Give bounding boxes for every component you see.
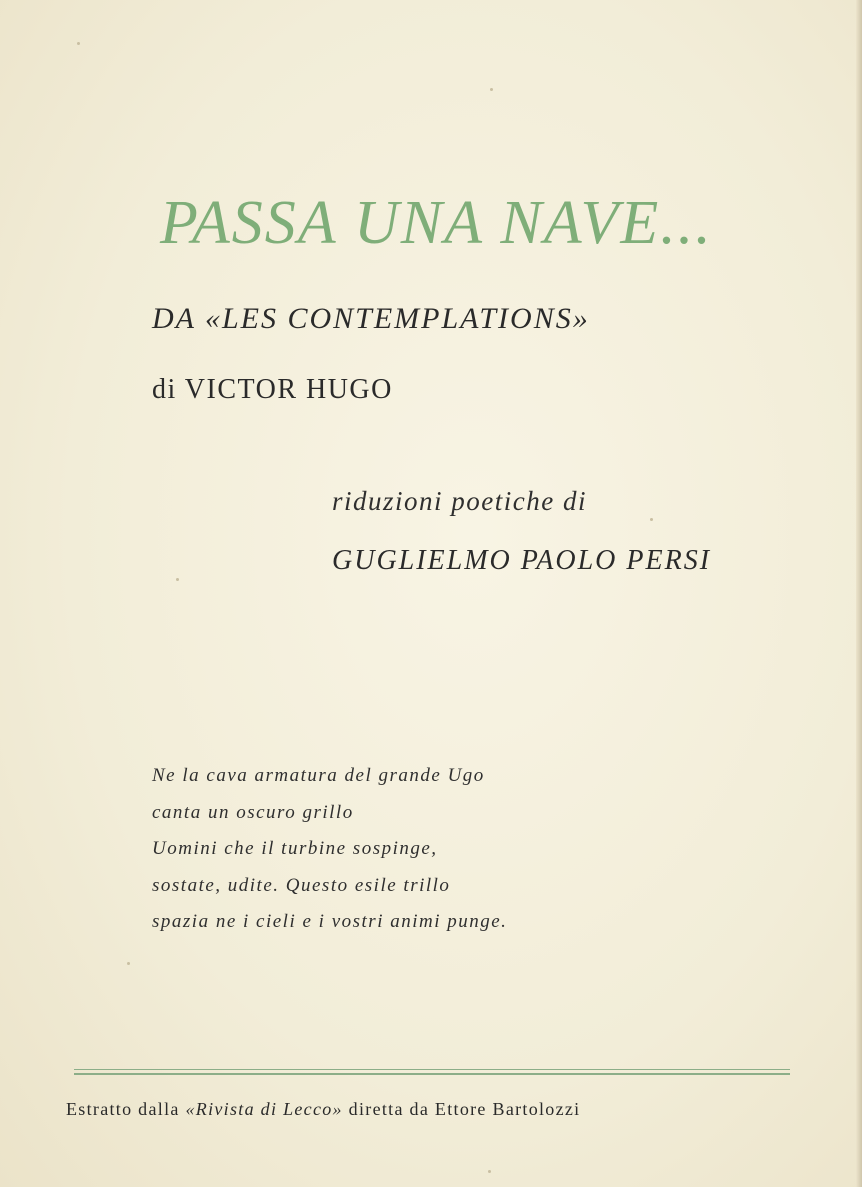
divider-rule — [74, 1073, 790, 1075]
reduction-label: riduzioni poetiche di — [332, 486, 587, 516]
poem-line: sostate, udite. Questo esile trillo — [152, 874, 451, 896]
footer-credit — [66, 1099, 581, 1120]
page-edge — [856, 0, 862, 1187]
poem-line: Uomini che il turbine sospinge, — [152, 838, 438, 859]
poem-epigraph — [152, 758, 507, 941]
paper-speck — [650, 518, 653, 521]
divider-rule — [74, 1069, 790, 1070]
poem-line: Ne la cava armatura del grande Ugo — [152, 765, 485, 786]
footer-suffix: diretta da Ettore Bartolozzi — [348, 1099, 581, 1119]
footer-prefix: Estratto dalla — [66, 1099, 180, 1119]
book-title: PASSA UNA NAVE... — [160, 189, 713, 257]
paper-speck — [77, 42, 80, 45]
paper-speck — [490, 88, 493, 91]
paper-speck — [176, 578, 179, 581]
paper-speck — [488, 1170, 491, 1173]
paper-speck — [127, 962, 130, 965]
book-author: di VICTOR HUGO — [152, 374, 393, 405]
translator-name: GUGLIELMO PAOLO PERSI — [332, 545, 712, 576]
poem-line: spazia ne i cieli e i vostri animi punge. — [152, 911, 508, 932]
book-subtitle: DA «LES CONTEMPLATIONS» — [152, 302, 590, 335]
poem-line: canta un oscuro grillo — [152, 801, 354, 823]
footer-source: «Rivista di Lecco» — [185, 1099, 343, 1119]
